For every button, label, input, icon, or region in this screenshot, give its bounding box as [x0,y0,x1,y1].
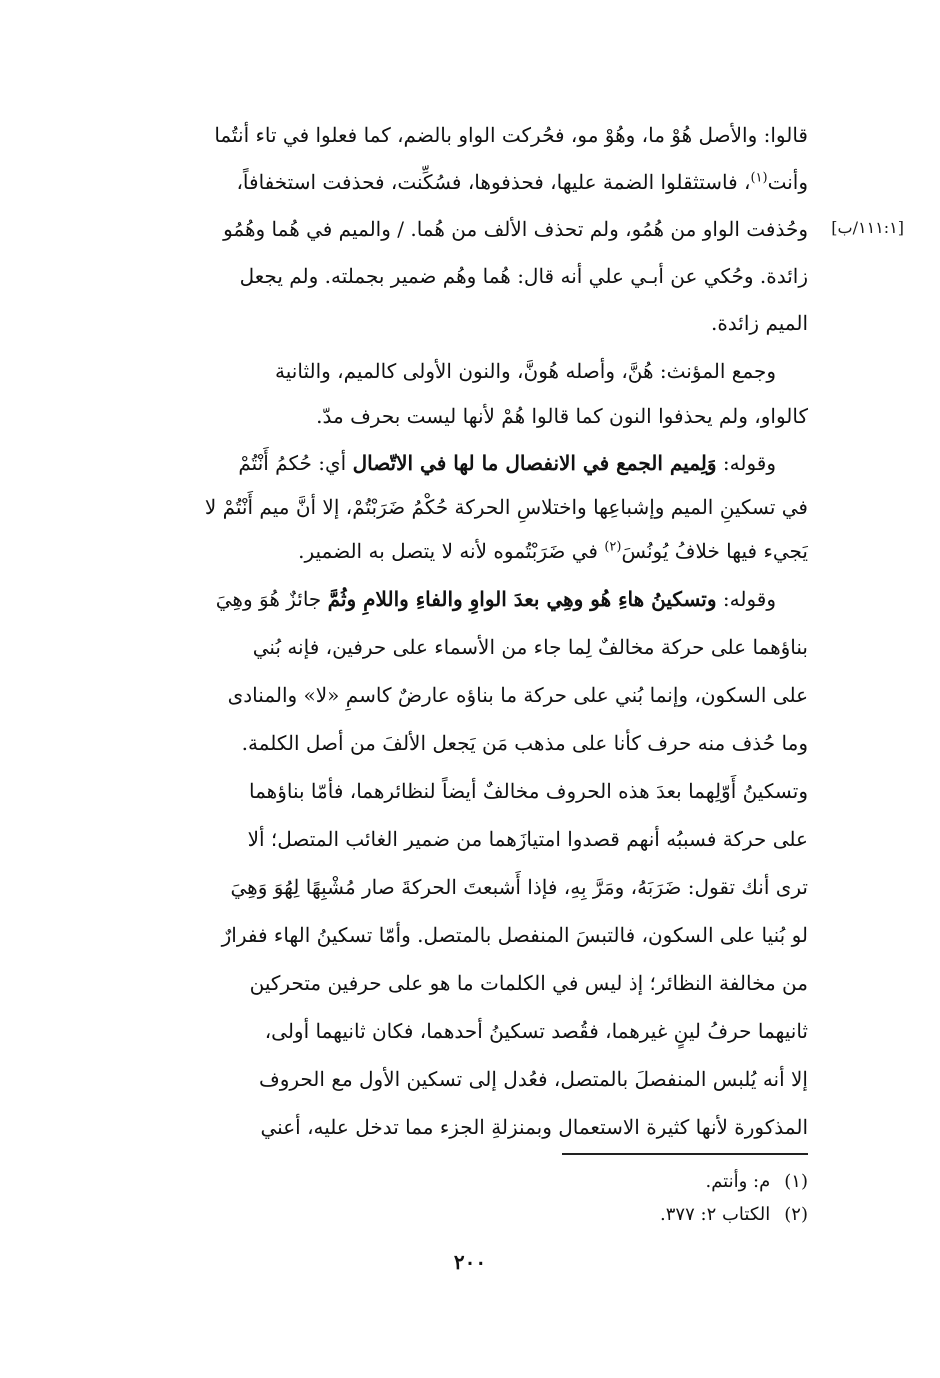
text-line: على حركة فسببُه أنهم قصدوا امتيازَهما من ضمير الغائب المتصل؛ ألا [247,827,808,851]
footnotes [500,1165,808,1231]
footnote-marker: (٢) [604,539,622,555]
text-line: قالوا: والأصل هُوْ ما، وهُوْ مو، فحُركت الواو بالضم، كما فعلوا في تاء أنتُما [214,123,808,147]
page-number: ٢٠٠ [453,1250,487,1274]
footnote-number: (١) [784,1171,808,1192]
text-line: الميم زائدة. [710,311,808,335]
paragraph-4 [106,575,808,1151]
text-line: زائدة. وحُكي عن أبـي علي أنه قال: هُما وهُم ضمير بجملته. ولم يجعل [239,264,808,288]
text-line: من مخالفة النظائر؛ إذ ليس في الكلمات ما هو على حرفين متحركين [249,971,808,995]
text-line: بناؤهما على حركة مخالفٌ لِما جاء من الأسماء على حرفين، فإنه بُني [252,635,808,659]
manuscript-margin-reference: [١١١:١/ب] [831,218,904,237]
footnote-text: الكتاب ٢: ٣٧٧. [660,1204,771,1225]
text-line: وقوله: وتسكينُ هاءِ هُو وهِي بعدَ الواوِ والفاءِ واللامِ وثُمَّ جائزٌ هُوَ وهِيَ [215,587,776,611]
text-line: إلا أنه يُلبس المنفصلَ بالمتصل، فعُدل إلى تسكين الأول مع الحروف [258,1067,808,1091]
paragraph-2 [106,349,808,439]
text-line [106,159,808,206]
text-line: وتسكينُ أَوّلِهما بعدَ هذه الحروف مخالفٌ أيضاً لنظائرهما، فأمّا بناؤهما [249,779,808,803]
text-line: على السكون، وإنما بُني على حركة ما بناؤه عارضٌ كاسمِ «لا» والمنادى [227,683,808,707]
text-line: وجمع المؤنث: هُنَّ، وأصله هُونَّ، والنون الأولى كالميم، والثانية [275,359,776,383]
paragraph-1 [106,112,808,347]
text-line: لو بُنيا على السكون، فالتبسَ المنفصل بالمتصل. وأمّا تسكينُ الهاء ففرارٌ [221,923,808,947]
footnote-1 [500,1165,808,1198]
footnote-number: (٢) [784,1204,808,1225]
footnote-2 [500,1198,808,1231]
paragraph-3 [106,441,808,573]
main-text [106,112,808,1151]
text-line-content: وأنت$^{(١)}$، فاستثقلوا الضمة عليها، فحذفوها، فسُكِّنت، فحذفت استخفافاً، [236,170,808,194]
text-line: في تسكينِ الميم وإشباعِها واختلاسِ الحركة حُكْمُ ضَرَبْتُمْ، إلا أنَّ ميم أَنْتُمْ لا [204,495,808,519]
text-line: المذكورة لأنها كثيرة الاستعمال وبمنزلةِ الجزء مما تدخل عليه، أعني [260,1115,808,1139]
footnote-divider [562,1153,808,1155]
text-line: ترى أنك تقول: ضَرَبَهُ، ومَرَّ بِهِ، فإذا أَشبعتَ الحركةَ صار مُشْبِهًا لِهُوَ وَهِيَ [230,875,808,899]
emphasized-text: وَلِميم الجمع في الانفصال ما لها في الاتّصال [352,451,717,475]
text-line: وما حُذف منه حرف كأنا على مذهب مَن يَجعل الألفَ من أصل الكلمة. [241,731,808,755]
footnote-marker: (١) [750,170,768,186]
text-line: وقوله: وَلِميم الجمع في الانفصال ما لها في الاتّصال أي: حُكمُ أَنْتُمْ [238,451,776,475]
text-line: ثانيهما حرفُ لينٍ غيرهما، فقُصد تسكينُ أحدهما، فكان ثانيهما أولى، [264,1019,808,1043]
text-line: وحُذفت الواو من هُمُو، ولم تحذف الألف من هُما. / والميم في هُما وهُمُو [223,217,808,241]
footnote-text: م: وأنتم. [705,1171,771,1192]
text-line: يَجيء فيها خلافُ يُونُسَ$^{(٢)}$ في ضَرَبْتُموه لأنه لا يتصل به الضمير. [298,539,808,563]
emphasized-text: وتسكينُ هاءِ هُو وهِي بعدَ الواوِ والفاءِ واللامِ وثُمَّ [327,587,717,611]
text-line: كالواو، ولم يحذفوا النون كما قالوا هُمْ لأنها ليست بحرف مدّ. [316,404,808,428]
